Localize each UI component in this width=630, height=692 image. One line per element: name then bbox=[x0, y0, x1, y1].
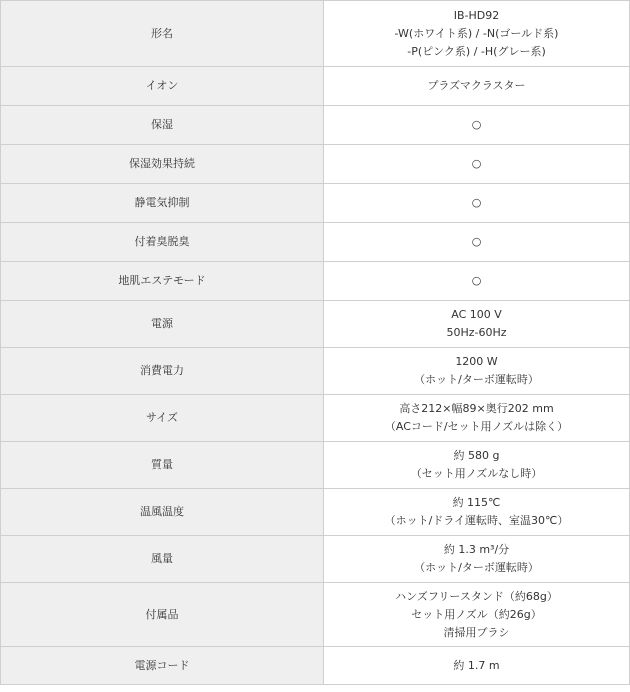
row-value-size bbox=[324, 395, 630, 442]
row-label-power-source: 電源 bbox=[1, 301, 324, 348]
table-row bbox=[1, 442, 630, 489]
value-line: 約 115℃ bbox=[452, 496, 501, 509]
table-row bbox=[1, 67, 630, 106]
row-value-power-consumption bbox=[324, 348, 630, 395]
row-label-size: サイズ bbox=[1, 395, 324, 442]
table-row bbox=[1, 395, 630, 442]
value-line: 約 1.7 m bbox=[453, 658, 500, 672]
circle-mark: ○ bbox=[471, 196, 482, 209]
value-line: 約 1.3 m³/分 bbox=[443, 543, 510, 556]
value-line: ハンズフリースタンド（約68g） bbox=[395, 589, 558, 603]
value-line: （ACコード/セット用ノズルは除く） bbox=[384, 420, 569, 433]
row-label-moisture-lasting: 保湿効果持続 bbox=[1, 145, 324, 184]
table-row bbox=[1, 106, 630, 145]
value-line: -P(ピンク系) / -H(グレー系) bbox=[407, 44, 546, 58]
value-line: AC 100 V bbox=[451, 308, 502, 321]
row-label-accessories: 付属品 bbox=[1, 583, 324, 647]
value-line: 高さ212×幅89×奥行202 mm bbox=[399, 402, 554, 415]
row-label-deodorize: 付着臭脱臭 bbox=[1, 223, 324, 262]
row-label-power-consumption: 消費電力 bbox=[1, 348, 324, 395]
table-row bbox=[1, 301, 630, 348]
value-line: （セット用ノズルなし時） bbox=[410, 467, 543, 480]
table-row bbox=[1, 262, 630, 301]
circle-mark: ○ bbox=[471, 274, 482, 287]
circle-mark: ○ bbox=[471, 118, 482, 131]
row-value-weight bbox=[324, 442, 630, 489]
value-line: セット用ノズル（約26g） bbox=[411, 607, 542, 621]
table-row bbox=[1, 1, 630, 67]
table-row bbox=[1, 647, 630, 685]
value-line: （ホット/ターボ運転時） bbox=[414, 373, 539, 386]
row-value-static bbox=[324, 184, 630, 223]
row-label-moisture: 保湿 bbox=[1, 106, 324, 145]
row-value-air-volume bbox=[324, 536, 630, 583]
row-value-ion bbox=[324, 67, 630, 106]
table-row bbox=[1, 536, 630, 583]
table-row bbox=[1, 223, 630, 262]
row-label-weight: 質量 bbox=[1, 442, 324, 489]
row-label-model: 形名 bbox=[1, 1, 324, 67]
row-value-moisture-lasting bbox=[324, 145, 630, 184]
value-line: （ホット/ドライ運転時、室温30℃） bbox=[384, 514, 569, 527]
row-value-deodorize bbox=[324, 223, 630, 262]
row-value-power-cord bbox=[324, 647, 630, 685]
circle-mark: ○ bbox=[471, 157, 482, 170]
value-line: 約 580 g bbox=[453, 449, 500, 462]
row-value-model bbox=[324, 1, 630, 67]
row-value-air-temperature bbox=[324, 489, 630, 536]
row-label-static: 静電気抑制 bbox=[1, 184, 324, 223]
table-row bbox=[1, 145, 630, 184]
row-label-air-volume: 風量 bbox=[1, 536, 324, 583]
value-line: IB-HD92 bbox=[453, 8, 500, 22]
row-value-accessories bbox=[324, 583, 630, 647]
value-line: 清掃用ブラシ bbox=[443, 625, 510, 639]
value-line: 50Hz-60Hz bbox=[446, 326, 507, 339]
row-value-scalp-mode bbox=[324, 262, 630, 301]
value-line: （ホット/ターボ運転時） bbox=[414, 561, 539, 574]
value-line: 1200 W bbox=[455, 355, 498, 368]
row-value-power-source bbox=[324, 301, 630, 348]
row-label-air-temperature: 温風温度 bbox=[1, 489, 324, 536]
circle-mark: ○ bbox=[471, 235, 482, 248]
row-value-moisture bbox=[324, 106, 630, 145]
row-label-ion: イオン bbox=[1, 67, 324, 106]
value-line: -W(ホワイト系) / -N(ゴールド系) bbox=[394, 26, 559, 40]
table-row bbox=[1, 489, 630, 536]
value-line: プラズマクラスター bbox=[427, 79, 526, 92]
row-label-power-cord: 電源コード bbox=[1, 647, 324, 685]
table-row bbox=[1, 184, 630, 223]
table-row bbox=[1, 348, 630, 395]
row-label-scalp-mode: 地肌エステモード bbox=[1, 262, 324, 301]
table-row bbox=[1, 583, 630, 647]
